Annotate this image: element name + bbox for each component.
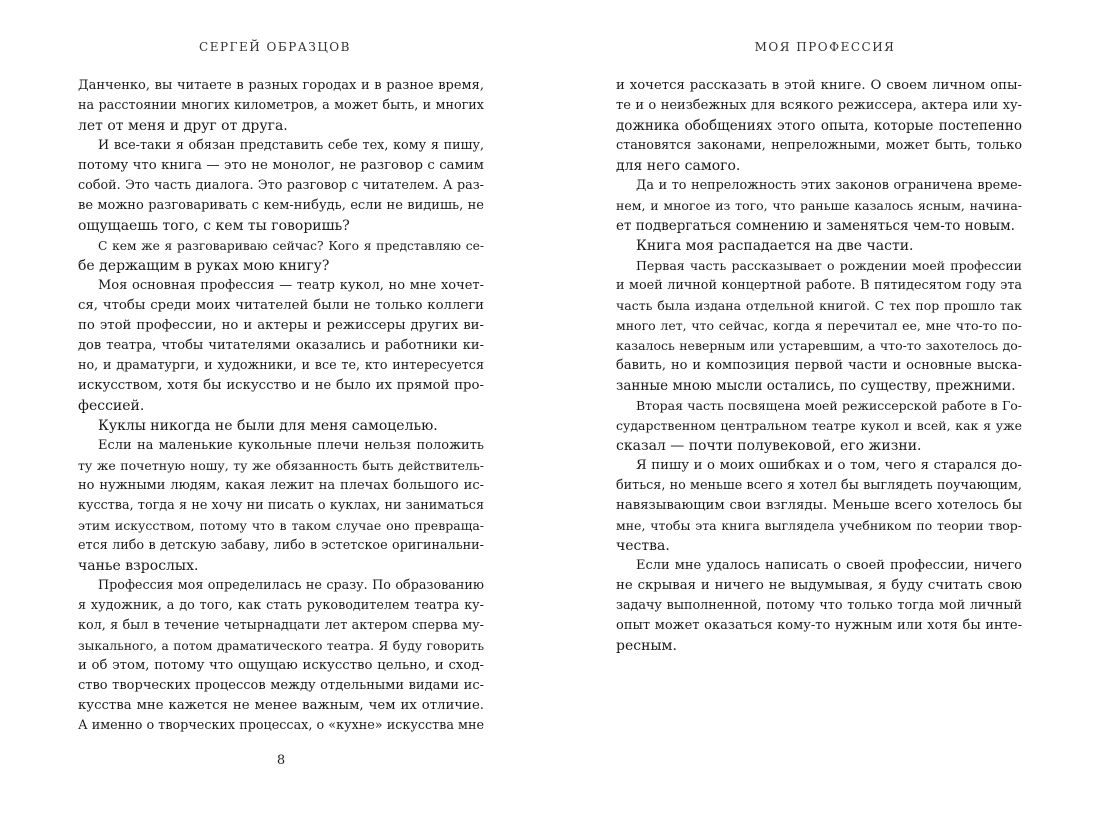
- text-line: сказал — почти полувековой, его жизни.: [616, 438, 922, 454]
- text-line: дожника обобщениях этого опыта, которые постепенно: [616, 118, 1022, 134]
- text-line: И все-таки я обязан представить себе тех, кому я пишу,: [98, 138, 484, 153]
- text-line: лет от меня и друг от друга.: [78, 118, 288, 134]
- text-line: зыкального, а потом драматического театра. Я буду говорить: [78, 639, 484, 653]
- text-line: нем, и многое из того, что раньше казалось ясным, начина-: [616, 198, 1022, 213]
- text-line: ство творческих процессов между отдельными видами ис-: [78, 678, 484, 693]
- text-line: но нужными людям, какая лежит на плечах большого ис-: [78, 478, 484, 493]
- text-line: А именно о творческих процессах, о «кухне» искусства мне: [78, 718, 484, 733]
- text-line: Если мне удалось написать о своей профессии, ничего: [636, 558, 1022, 573]
- text-line: Если на маленькие кукольные плечи нельзя положить: [98, 438, 484, 453]
- text-line: Книга моя распадается на две части.: [636, 238, 914, 254]
- text-line: и моей личной концертной работе. В пятидесятом году эта: [616, 278, 1022, 293]
- text-line: и хочется рассказать в этой книге. О своем личном опы-: [616, 78, 1022, 93]
- text-line: ет подвергаться сомнению и заменяться чем-то новым.: [616, 218, 1015, 234]
- text-line: не скрывая и ничего не выдумывая, я буду считать свою: [616, 578, 1022, 593]
- running-head-title: МОЯ ПРОФЕССИЯ: [754, 40, 896, 54]
- text-line: ощущаешь того, с кем ты говоришь?: [78, 218, 350, 234]
- text-line: и об этом, потому что ощущаю искусство цельно, и сход-: [78, 658, 484, 673]
- page-number: 8: [276, 753, 286, 768]
- text-line: бавить, но и композиция первой части и основные выска-: [616, 358, 1022, 373]
- right-page-body-text: [616, 76, 1022, 656]
- text-line: собой. Это часть диалога. Это разговор с читателем. А раз-: [78, 178, 484, 193]
- text-line: Я пишу и о моих ошибках и о том, чего я старался до-: [636, 458, 1022, 473]
- text-line: потому что книга — это не монолог, не разговор с самим: [78, 158, 484, 173]
- text-line: биться, но меньше всего я хотел бы выглядеть поучающим,: [616, 478, 1022, 493]
- text-line: Профессия моя определилась не сразу. По образованию: [98, 578, 484, 593]
- text-line: я художник, а до того, как стать руководителем театра ку-: [78, 598, 484, 613]
- text-line: фессией.: [78, 398, 145, 414]
- running-head-author: СЕРГЕЙ ОБРАЗЦОВ: [199, 40, 351, 54]
- text-line: но, и драматурги, и художники, и все те, кто интересуется: [78, 358, 484, 373]
- text-line: Да и то непреложность этих законов ограничена време-: [636, 178, 1022, 193]
- text-line: ется либо в детскую забаву, либо в эстетское оригинальни-: [78, 538, 484, 553]
- text-line: кол, я был в течение четырнадцати лет актером сперва му-: [78, 618, 484, 633]
- text-line: С кем же я разговариваю сейчас? Кого я представляю се-: [98, 239, 484, 253]
- text-line: искусством, хотя бы искусство и не было их прямой про-: [78, 378, 484, 393]
- right-page: [550, 0, 1100, 825]
- text-line: много лет, что сейчас, когда я перечитал ее, мне что-то по-: [616, 318, 1022, 333]
- text-line: на расстоянии многих километров, а может быть, и многих: [78, 98, 484, 113]
- text-line: навязывающим свои взгляды. Меньше всего хотелось бы: [616, 498, 1022, 513]
- text-line: Моя основная профессия — театр кукол, но мне хочет-: [98, 278, 484, 293]
- left-page-body-text: [78, 76, 484, 736]
- text-line: те и о неизбежных для всякого режиссера, актера или ху-: [616, 98, 1022, 113]
- text-line: этим искусством, потому что в таком случае оно превраща-: [78, 518, 484, 533]
- text-line: кусства, тогда я не хочу ни писать о куклах, ни заниматься: [78, 498, 484, 513]
- text-line: мне, чтобы эта книга выглядела учебником по теории твор-: [616, 518, 1022, 533]
- text-line: Первая часть рассказывает о рождении моей профессии: [636, 258, 1022, 273]
- text-line: Данченко, вы читаете в разных городах и в разное время,: [78, 78, 484, 93]
- text-line: кусства мне кажется не менее важным, чем их отличие.: [78, 698, 484, 713]
- text-line: опыт может оказаться кому-то нужным или хотя бы инте-: [616, 618, 1022, 633]
- text-line: ресным.: [616, 638, 677, 654]
- text-line: по этой профессии, но и актеры и режиссеры других ви-: [78, 318, 484, 333]
- text-line: сударственном центральном театре кукол и всей, как я уже: [616, 418, 1022, 433]
- text-line: Куклы никогда не были для меня самоцелью.: [98, 418, 438, 434]
- text-line: казалось неверным или устаревшим, а что-то захотелось до-: [616, 338, 1022, 353]
- text-line: Вторая часть посвящена моей режиссерской работе в Го-: [636, 398, 1022, 413]
- text-line: ве можно разговаривать с кем-нибудь, если не видишь, не: [78, 198, 484, 213]
- text-line: ся, чтобы среди моих читателей были не только коллеги: [78, 298, 484, 313]
- text-line: задачу выполненной, потому что только тогда мой личный: [616, 598, 1022, 613]
- text-line: дов театра, чтобы читателями оказались и работники ки-: [78, 338, 484, 353]
- text-line: чества.: [616, 538, 670, 554]
- text-line: часть была издана отдельной книгой. С тех пор прошло так: [616, 298, 1022, 313]
- text-line: становятся законами, непреложными, может быть, только: [616, 138, 1022, 153]
- text-line: занные мною мысли остались, по существу, прежними.: [616, 378, 1016, 394]
- text-line: бе держащим в руках мою книгу?: [78, 258, 330, 274]
- text-line: для него самого.: [616, 158, 741, 174]
- text-line: чанье взрослых.: [78, 558, 199, 574]
- text-line: ту же почетную ношу, ту же обязанность быть действитель-: [78, 458, 484, 473]
